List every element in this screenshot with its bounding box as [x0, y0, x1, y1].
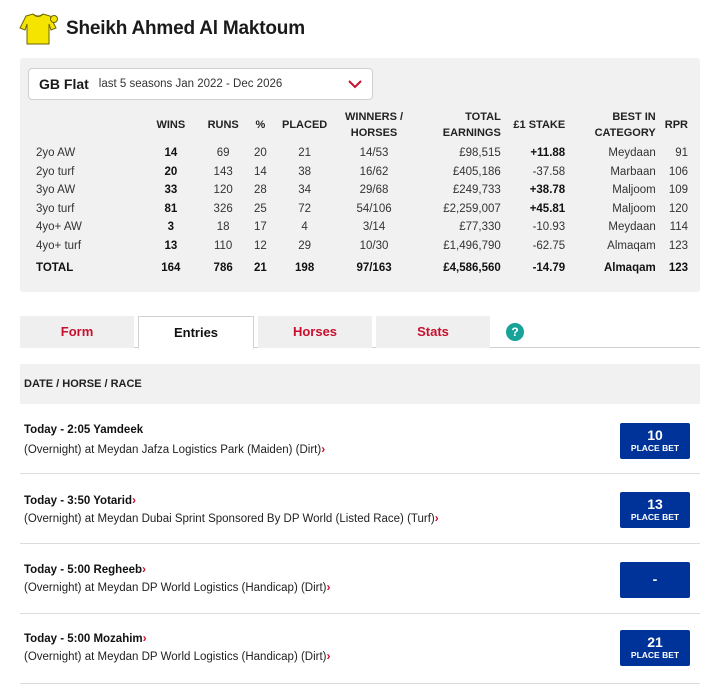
chevron-right-icon: ›	[434, 511, 439, 525]
stat-placed: 72	[298, 202, 312, 215]
chevron-down-icon	[347, 78, 363, 90]
stat-stake: +38.78	[529, 184, 566, 197]
stat-earnings: £1,496,790	[443, 239, 501, 252]
col-earnings	[414, 106, 503, 144]
col-category	[30, 106, 141, 144]
stat-best: Almaqam	[603, 262, 656, 274]
entry-row	[20, 615, 700, 684]
chevron-right-icon: ›	[142, 631, 147, 645]
stat-runs: 786	[213, 262, 233, 274]
help-icon[interactable]: ?	[506, 323, 524, 341]
bet-odds: -	[652, 571, 658, 587]
stats-header-row	[30, 106, 690, 144]
stat-rpr: 109	[668, 184, 688, 197]
stat-category: 2yo AW	[36, 147, 76, 160]
stat-wins: 33	[164, 184, 178, 197]
stat-pct: 21	[253, 262, 267, 274]
owner-name: Sheikh Ahmed Al Maktoum	[66, 18, 305, 39]
entry-race-text: (Overnight) at Meydan DP World Logistics (Handicap) (Dirt)	[24, 582, 327, 594]
col-earnings-line2: EARNINGS	[442, 127, 501, 139]
chevron-right-icon: ›	[142, 562, 147, 576]
stat-wins: 164	[161, 262, 181, 274]
col-wins: WINS	[156, 119, 186, 131]
yellow-jersey-silks-icon	[18, 12, 58, 46]
col-runs: RUNS	[207, 119, 239, 131]
stat-pct: 12	[253, 239, 267, 252]
season-selector[interactable]	[28, 68, 373, 100]
stat-placed: 21	[298, 147, 312, 160]
stat-winners-horses: 16/62	[359, 165, 389, 178]
stat-earnings: £77,330	[459, 221, 501, 234]
col-placed: PLACED	[282, 119, 328, 131]
stat-earnings: £2,259,007	[443, 202, 501, 215]
tab-entries[interactable]: Entries	[138, 316, 254, 349]
entry-time-horse[interactable]: Today - 2:05 Yamdeek	[24, 424, 144, 436]
entry-race-text: (Overnight) at Meydan DP World Logistics (Handicap) (Dirt)	[24, 651, 327, 663]
stat-placed: 34	[298, 184, 312, 197]
stat-runs: 120	[213, 184, 233, 197]
stat-stake: -10.93	[532, 221, 566, 234]
stat-pct: 14	[253, 165, 267, 178]
col-best-line1: BEST IN	[612, 111, 656, 123]
stat-winners-horses: 10/30	[359, 239, 389, 252]
stat-rpr: 91	[675, 147, 688, 160]
stats-total-row	[30, 255, 690, 281]
stat-pct: 28	[253, 184, 267, 197]
entry-time-horse[interactable]	[24, 493, 136, 507]
bet-label: PLACE BET	[630, 650, 680, 660]
stat-placed: 4	[301, 221, 308, 234]
stat-stake: -62.75	[532, 239, 566, 252]
stat-best: Maljoom	[612, 184, 656, 197]
stat-placed: 38	[298, 165, 312, 178]
stat-rpr: 106	[668, 165, 688, 178]
stat-wins: 14	[164, 147, 178, 160]
entry-race-text: (Overnight) at Meydan Dubai Sprint Sponsored By DP World (Listed Race) (Turf)	[24, 513, 435, 525]
place-bet-button[interactable]	[620, 630, 690, 666]
place-bet-button[interactable]	[620, 423, 690, 459]
stats-row	[30, 181, 690, 200]
stat-winners-horses: 54/106	[356, 202, 392, 215]
stat-winners-horses: 3/14	[362, 221, 386, 234]
col-best	[567, 106, 658, 144]
stat-runs: 326	[213, 202, 233, 215]
stat-rpr: 120	[668, 202, 688, 215]
stat-category: TOTAL	[36, 262, 74, 274]
stat-rpr: 123	[668, 239, 688, 252]
stat-earnings: £4,586,560	[443, 262, 501, 274]
col-winners-horses	[334, 106, 414, 144]
stat-wins: 81	[164, 202, 178, 215]
place-bet-button[interactable]	[620, 492, 690, 528]
stat-pct: 20	[253, 147, 267, 160]
col-stake: £1 STAKE	[513, 119, 566, 131]
stat-best: Almaqam	[607, 239, 656, 252]
stats-row	[30, 144, 690, 163]
entry-race[interactable]	[24, 649, 331, 663]
tab-horses[interactable]: Horses	[258, 316, 372, 348]
stat-best: Meydaan	[608, 221, 656, 234]
entry-time-horse-text: Today - 3:50 Yotarid	[24, 495, 132, 507]
col-pct: %	[255, 119, 266, 131]
entry-time-horse-text: Today - 5:00 Mozahim	[24, 633, 143, 645]
tab-form[interactable]: Form	[20, 316, 134, 348]
stat-rpr: 114	[669, 221, 688, 234]
col-rpr: RPR	[664, 119, 688, 131]
stat-category: 4yo+ AW	[36, 221, 82, 234]
stats-panel	[20, 58, 700, 292]
entry-race-text: (Overnight) at Meydan Jafza Logistics Park (Maiden) (Dirt)	[24, 444, 322, 456]
tab-stats[interactable]: Stats	[376, 316, 490, 348]
entry-row	[20, 475, 700, 544]
stat-runs: 69	[216, 147, 230, 160]
stats-table	[30, 106, 690, 281]
col-earnings-line1: TOTAL	[465, 111, 501, 123]
stat-winners-horses: 97/163	[356, 262, 392, 274]
bet-odds: 10	[647, 427, 663, 443]
stat-pct: 25	[253, 202, 267, 215]
entry-row	[20, 405, 700, 474]
entry-race[interactable]	[24, 580, 331, 594]
stat-placed: 198	[295, 262, 315, 274]
stat-pct: 17	[253, 221, 267, 234]
stat-rpr: 123	[668, 262, 688, 274]
stat-wins: 20	[164, 165, 178, 178]
stat-category: 4yo+ turf	[36, 239, 82, 252]
chevron-right-icon: ›	[326, 580, 331, 594]
stat-stake: -37.58	[532, 165, 566, 178]
entry-time-horse[interactable]	[24, 631, 147, 645]
entries-list-header: DATE / HORSE / RACE	[20, 364, 700, 404]
stat-runs: 110	[213, 239, 233, 252]
col-best-line2: CATEGORY	[594, 127, 656, 139]
chevron-right-icon: ›	[321, 442, 326, 456]
entry-row	[20, 545, 700, 614]
stats-body	[30, 144, 690, 281]
entry-time-horse[interactable]	[24, 562, 146, 576]
chevron-right-icon: ›	[132, 493, 136, 507]
chevron-right-icon: ›	[326, 649, 331, 663]
bet-label: PLACE BET	[630, 512, 680, 522]
owner-header	[18, 12, 305, 46]
stats-row	[30, 218, 690, 237]
stat-winners-horses: 29/68	[359, 184, 389, 197]
bet-odds: 21	[647, 634, 663, 650]
stat-wins: 13	[164, 239, 178, 252]
stat-winners-horses: 14/53	[359, 147, 389, 160]
stat-wins: 3	[167, 221, 175, 234]
stat-placed: 29	[298, 239, 312, 252]
stat-category: 3yo turf	[36, 202, 75, 215]
stat-category: 2yo turf	[36, 165, 75, 178]
stat-best: Marbaan	[610, 165, 656, 178]
bet-label: PLACE BET	[630, 443, 680, 453]
stat-runs: 18	[216, 221, 230, 234]
stat-category: 3yo AW	[36, 184, 76, 197]
selector-label: GB Flat	[39, 76, 89, 92]
col-winners-horses-line2: HORSES	[350, 127, 398, 139]
stat-stake: +45.81	[529, 202, 566, 215]
entry-race[interactable]	[24, 511, 439, 525]
stat-earnings: £249,733	[452, 184, 501, 197]
bet-odds: 13	[647, 496, 663, 512]
tabs-bar	[20, 316, 700, 348]
stat-best: Meydaan	[608, 147, 656, 160]
stat-earnings: £405,186	[452, 165, 501, 178]
stat-stake: -14.79	[532, 262, 566, 274]
selector-range: last 5 seasons Jan 2022 - Dec 2026	[98, 78, 283, 90]
stats-row	[30, 200, 690, 219]
entry-time-horse-text: Today - 5:00 Regheeb	[24, 564, 143, 576]
stat-stake: +11.88	[530, 147, 566, 160]
stat-earnings: £98,515	[459, 147, 501, 160]
entry-race[interactable]	[24, 442, 325, 456]
place-bet-button[interactable]	[620, 562, 690, 598]
stats-row	[30, 237, 690, 256]
stats-row	[30, 163, 690, 182]
col-winners-horses-line1: WINNERS /	[345, 111, 404, 123]
stat-runs: 143	[213, 165, 233, 178]
stat-best: Maljoom	[612, 202, 656, 215]
